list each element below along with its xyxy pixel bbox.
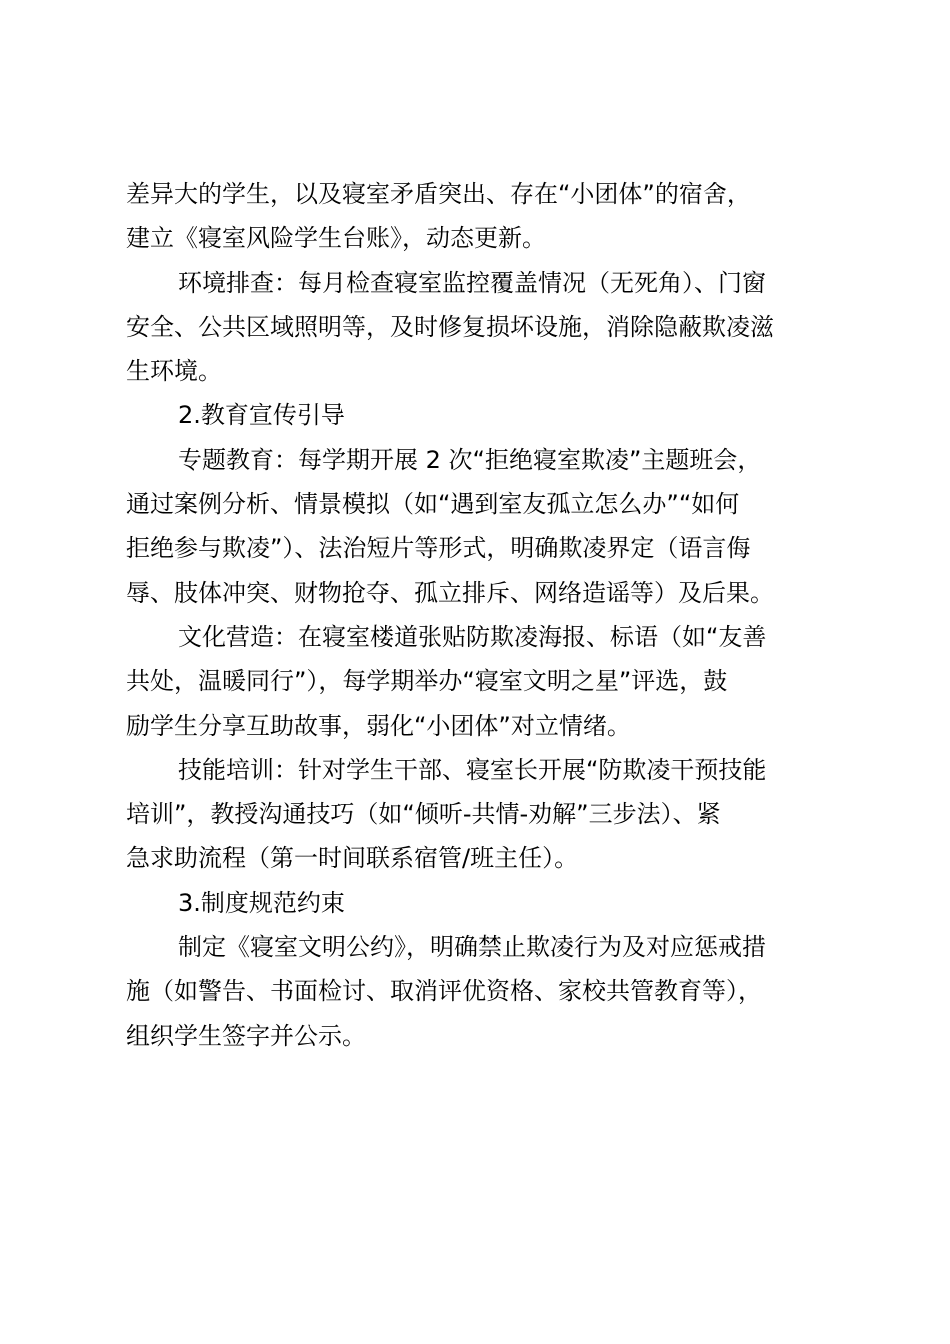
paragraph-line: 急求助流程（第一时间联系宿管/班主任）。 (126, 844, 579, 873)
paragraph-line: 专题教育：每学期开展 2 次“拒绝寝室欺凌”主题班会， (178, 445, 762, 474)
paragraph-line: 文化营造：在寝室楼道张贴防欺凌海报、标语（如“友善 (178, 622, 767, 651)
section-heading: 3.制度规范约束 (178, 888, 345, 917)
document-body (126, 172, 832, 1058)
paragraph-line: 制定《寝室文明公约》，明确禁止欺凌行为及对应惩戒措 (178, 933, 766, 962)
paragraph-line: 组织学生签字并公示。 (126, 1021, 366, 1050)
paragraph-line: 拒绝参与欺凌”）、法治短片等形式，明确欺凌界定（语言侮 (126, 534, 751, 563)
paragraph-line: 环境排查：每月检查寝室监控覆盖情况（无死角）、门窗 (178, 268, 766, 297)
paragraph-line: 施（如警告、书面检讨、取消评优资格、家校共管教育等）， (126, 977, 762, 1006)
section-heading: 2.教育宣传引导 (178, 401, 345, 430)
paragraph-line: 培训”，教授沟通技巧（如“倾听-共情-劝解”三步法）、紧 (126, 800, 721, 829)
paragraph-line: 通过案例分析、情景模拟（如“遇到室友孤立怎么办”“如何 (126, 490, 740, 519)
paragraph-line: 生环境。 (126, 357, 222, 386)
paragraph-line: 差异大的学生，以及寝室矛盾突出、存在“小团体”的宿舍， (126, 180, 751, 208)
paragraph-line: 安全、公共区域照明等，及时修复损坏设施，消除隐蔽欺凌滋 (126, 312, 774, 341)
paragraph-line: 励学生分享互助故事，弱化“小团体”对立情绪。 (126, 711, 631, 740)
paragraph-line: 辱、肢体冲突、财物抢夺、孤立排斥、网络造谣等）及后果。 (126, 578, 774, 607)
paragraph-line: 共处，温暖同行”），每学期举办“寝室文明之星”评选，鼓 (126, 667, 728, 696)
paragraph-line: 技能培训：针对学生干部、寝室长开展“防欺凌干预技能 (178, 755, 767, 784)
paragraph-line: 建立《寝室风险学生台账》，动态更新。 (126, 224, 546, 253)
